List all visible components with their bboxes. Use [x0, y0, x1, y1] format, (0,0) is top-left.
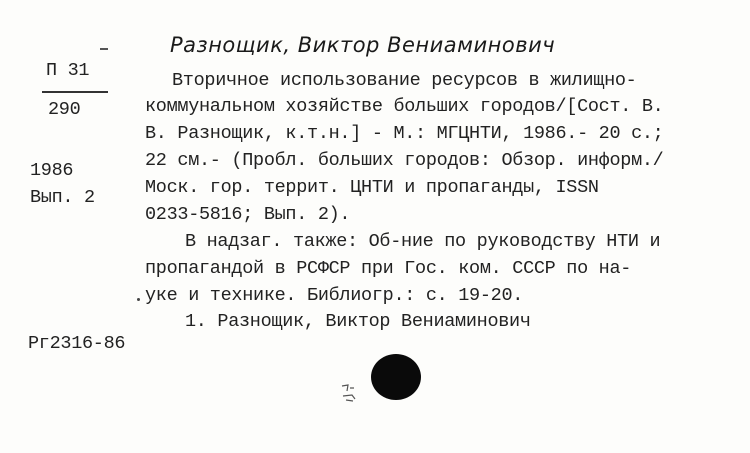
- call-number-bottom: 290: [48, 99, 81, 120]
- year: 1986: [30, 160, 74, 181]
- pencil-mark: [100, 48, 108, 50]
- tracing-entry: 1. Разнощик, Виктор Вениаминович: [185, 311, 531, 332]
- note-line: уке и технике. Библиогр.: с. 19-20.: [145, 285, 524, 306]
- call-number-top: П 31: [46, 60, 90, 81]
- punch-hole: [371, 354, 421, 400]
- body-line: Вторичное использование ресурсов в жилищно-: [172, 70, 637, 91]
- call-number-divider: [42, 91, 108, 93]
- small-stamp-mark: [338, 382, 360, 404]
- body-line: коммунальном хозяйстве больших городов/[Сост. В.: [145, 96, 664, 117]
- registration-number: Рг2316-86: [28, 333, 126, 354]
- issue-number: Вып. 2: [30, 187, 95, 208]
- handwritten-author-heading: Разнощик, Виктор Вениаминович: [170, 33, 556, 57]
- body-line: Моск. гор. террит. ЦНТИ и пропаганды, ISSN: [145, 177, 599, 198]
- body-line: В. Разнощик, к.т.н.] - М.: МГЦНТИ, 1986.- 20 с.;: [145, 123, 664, 144]
- note-line: пропагандой в РСФСР при Гос. ком. СССР по на-: [145, 258, 632, 279]
- note-line: В надзаг. также: Об-ние по руководству НТИ и: [185, 231, 661, 252]
- body-line: 0233-5816; Вып. 2).: [145, 204, 351, 225]
- stray-mark: [137, 298, 140, 301]
- body-line: 22 см.- (Пробл. больших городов: Обзор. информ./: [145, 150, 664, 171]
